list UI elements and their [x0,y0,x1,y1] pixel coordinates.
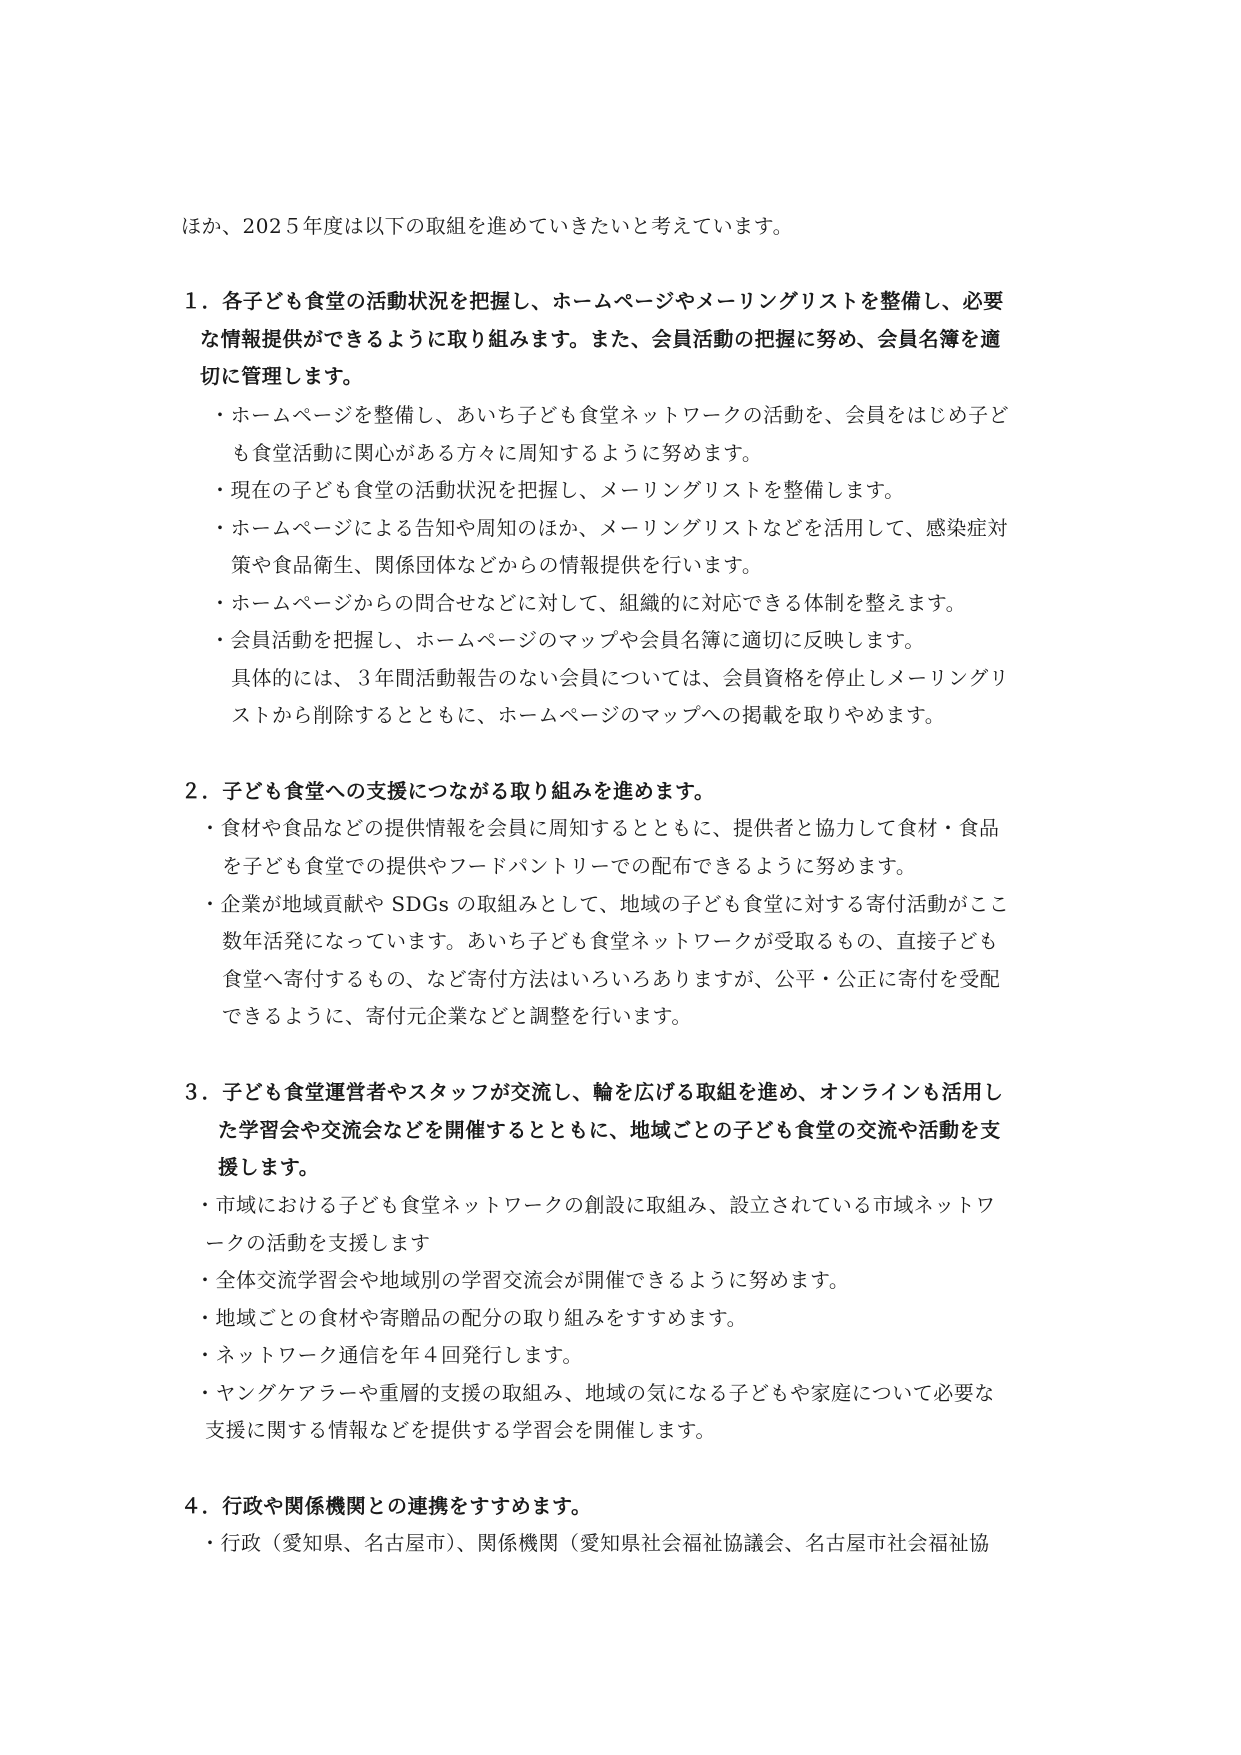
list-item: ・行政（愛知県、名古屋市）、関係機関（愛知県社会福祉協議会、名古屋市社会福祉協 [200,1531,990,1555]
list-item: ・ヤングケアラーや重層的支援の取組み、地域の気になる子どもや家庭について必要な [195,1381,995,1405]
list-item: を子ども食堂での提供やフードパントリーでの配布できるように努めます。 [222,854,917,878]
list-item: 具体的には、３年間活動報告のない会員については、会員資格を停止しメーリングリ [231,666,1010,690]
section-4-heading: ４．行政や関係機関との連携をすすめます。 [181,1494,592,1518]
list-item: ・ホームページによる告知や周知のほか、メーリングリストなどを活用して、感染症対 [210,516,1008,540]
section-1-heading: な情報提供ができるように取り組みます。また、会員活動の把握に努め、会員名簿を適 [200,327,1001,351]
section-1-heading: 切に管理します。 [200,364,364,388]
list-item: ・市域における子ども食堂ネットワークの創設に取組み、設立されている市域ネットワ [195,1193,996,1217]
intro-paragraph: ほか、202５年度は以下の取組を進めていきたいと考えています。 [181,214,794,238]
list-item: ・ホームページからの問合せなどに対して、組織的に対応できる体制を整えます。 [210,591,967,615]
section-2-heading: ２．子ども食堂への支援につながる取り組みを進めます。 [181,779,715,803]
list-item: ・会員活動を把握し、ホームページのマップや会員名簿に適切に反映します。 [210,628,925,652]
list-item: ・現在の子ども食堂の活動状況を把握し、メーリングリストを整備します。 [210,478,905,502]
list-item: 支援に関する情報などを提供する学習会を開催します。 [205,1418,716,1442]
list-item: ストから削除するとともに、ホームページのマップへの掲載を取りやめます。 [231,703,946,727]
list-item: も食堂活動に関心がある方々に周知するように努めます。 [231,441,763,465]
list-item: ・ホームページを整備し、あいち子ども食堂ネットワークの活動を、会員をはじめ子ど [210,403,1010,427]
list-item: できるように、寄付元企業などと調整を行います。 [222,1004,692,1028]
section-3-heading: 援します。 [218,1155,320,1179]
list-item: 策や食品衛生、関係団体などからの情報提供を行います。 [231,553,763,577]
list-item: 食堂へ寄付するもの、など寄付方法はいろいろありますが、公平・公正に寄付を受配 [222,967,1001,991]
list-item: ・全体交流学習会や地域別の学習交流会が開催できるように努めます。 [195,1268,850,1292]
section-3-heading: た学習会や交流会などを開催するとともに、地域ごとの子ども食堂の交流や活動を支 [218,1118,1001,1142]
list-item: ・地域ごとの食材や寄贈品の配分の取り組みをすすめます。 [195,1306,748,1330]
section-1-heading: １．各子ども食堂の活動状況を把握し、ホームページやメーリングリストを整備し、必要 [181,289,1004,313]
list-item: ・企業が地域貢献や SDGs の取組みとして、地域の子ども食堂に対する寄付活動がここ [200,892,1010,916]
list-item: ・食材や食品などの提供情報を会員に周知するとともに、提供者と協力して食材・食品 [200,816,1000,840]
section-3-heading: ３．子ども食堂運営者やスタッフが交流し、輪を広げる取組を進め、オンラインも活用し [181,1080,1004,1104]
list-item: ・ネットワーク通信を年４回発行します。 [195,1343,583,1367]
list-item: 数年活発になっています。あいち子ども食堂ネットワークが受取るもの、直接子ども [222,929,999,953]
list-item: ークの活動を支援します [205,1231,431,1255]
